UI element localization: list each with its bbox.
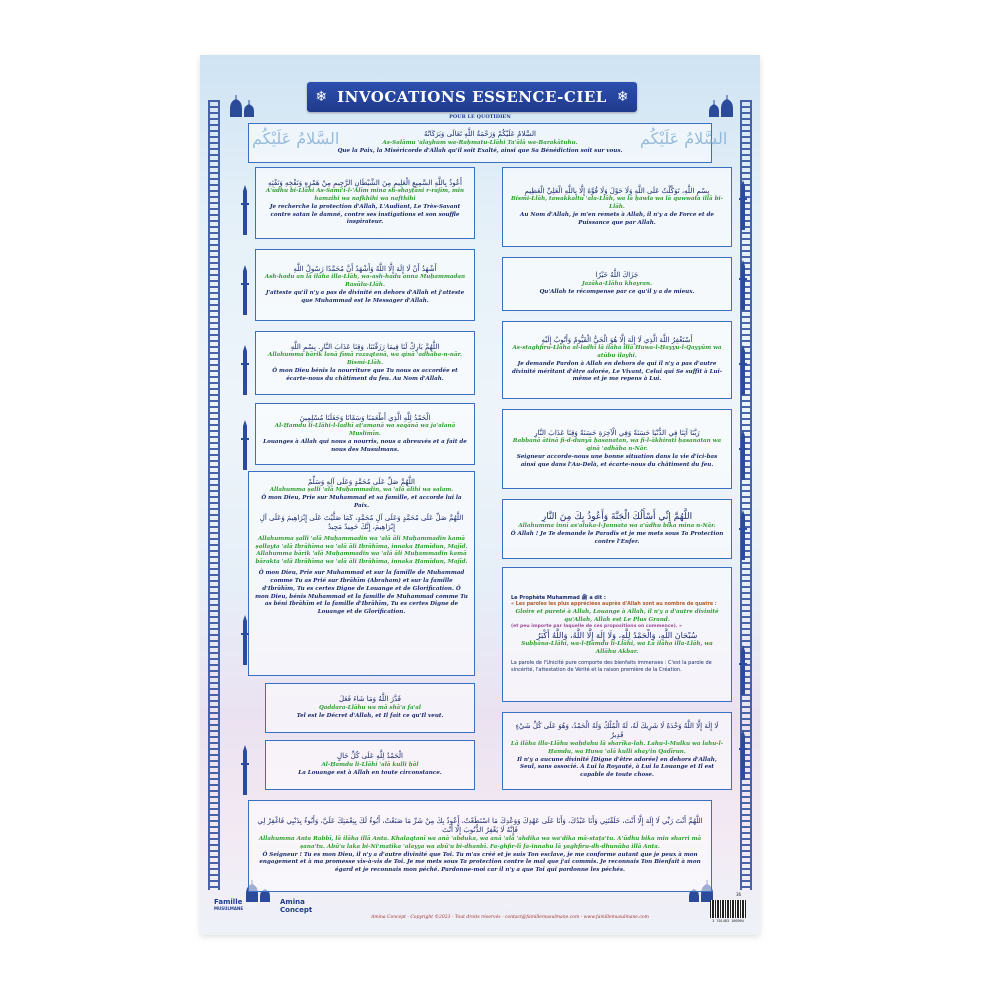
- greeting-french: Que la Paix, la Miséricorde d'Allah qu'il soit Exalté, ainsi que Sa Bénédiction soit sur vous.: [337, 147, 623, 154]
- invocation-translit: Allahumma bārik lanā fīmā razaqtanā, wa qinā 'adhāba-n-nār. Bismi-Llāh.: [268, 352, 462, 366]
- invocation-arabic: قَدَّرَ اللَّهُ وَمَا شَاءَ فَعَلَ: [338, 695, 402, 704]
- invocation-french: J'atteste qu'il n'y a pas de divinité en dehors d'Allah et j'atteste que Muhammad est le Messager d'Allah.: [265, 289, 465, 304]
- invocation-card: [502, 712, 732, 790]
- hadith-footer: La parole de l'Unicité pure comporte des bienfaits immenses : C'est la parole de sincérité, l'attestation de Vérité et la raison première de la Création.: [511, 660, 712, 673]
- invocation-card: [255, 167, 475, 239]
- invocation-translit: Rabbanā ātinā fi-d-dunyā ḥasanatan, wa fi-l-ākhirati ḥasanatan wa qinā 'adhāba n-Nār.: [512, 438, 722, 452]
- invocation-arabic: لَا إِلَهَ إِلَّا اللَّهُ وَحْدَهُ لَا شَرِيكَ لَهُ، لَهُ الْمُلْكُ وَلَهُ الْحَمْدُ، وَهُوَ عَلَى كُلِّ شَيْءٍ قَدِيرٌ: [515, 721, 719, 740]
- salam-calligraphy-left: السَّلامُ عَلَيْكُم: [252, 129, 340, 148]
- invocation-card: [502, 257, 732, 311]
- invocation-arabic: الْحَمْدُ لِلَّهِ الَّذِي أَطْعَمَنَا وَسَقَانَا وَجَعَلَنَا مُسْلِمِينَ: [299, 413, 431, 422]
- invocation-translit: Ash-hadu an lā ilāha illa-Llāh, wa-ash-hadu anna Muḥammadan Rasūlu-Llāh.: [264, 274, 466, 288]
- salam-calligraphy-right: السَّلامُ عَلَيْكُم: [640, 129, 728, 148]
- invocation-card: [265, 683, 475, 733]
- invocation-french: Au Nom d'Allah, je m'en remets à Allah, il n'y a de Force et de Puissance que par Allah.: [520, 211, 714, 226]
- invocation-french: Ô Allah ! Je Te demande le Paradis et je me mets sous Ta Protection contre l'Enfer.: [510, 531, 724, 545]
- logo-left-bottom: MUSULMANE: [214, 906, 244, 911]
- invocation-arabic: أَعُوذُ بِاللَّهِ السَّمِيعِ الْعَلِيمِ مِنَ الشَّيْطَانِ الرَّجِيمِ مِنْ هَمْزِهِ وَنَفْخِهِ وَنَفْثِهِ: [268, 178, 462, 187]
- invocation-card: [502, 321, 732, 399]
- invocation-translit-long: Allahumma ṣalli 'alā Muḥammadin wa 'alā āli Muḥammadin kamā ṣallayta 'alā Ibrāhīma wa 'alā āli Ibrāhīma, innaka Ḥamīdun, Majīd. Allahumma bārik 'alā Muḥammadin wa 'alā āli Muḥammadin kamā bārakta 'alā Ibrāhīma wa 'alā āli Ibrāhīma, innaka Ḥamīdun, Majīd.: [255, 535, 468, 566]
- hadith-quote: « Les paroles les plus appréciées auprès d'Allah sont au nombre de quatre :: [511, 602, 717, 608]
- minaret-icon: [738, 730, 748, 780]
- invocation-arabic: أَشْهَدُ أَنْ لَا إِلَهَ إِلَّا اللَّهُ وَأَشْهَدُ أَنَّ مُحَمَّدًا رَسُولُ اللَّهِ: [293, 264, 437, 273]
- invocation-french: La Louange est à Allah en toute circonstance.: [298, 769, 442, 776]
- invocation-arabic-long: اللَّهُمَّ صَلِّ عَلَى مُحَمَّدٍ وَعَلَى آلِ مُحَمَّدٍ، كَمَا صَلَّيْتَ عَلَى إِبْرَاهِيمَ وَعَلَى آلِ إِبْرَاهِيمَ، إِنَّكَ حَمِيدٌ مَجِيدٌ: [259, 513, 464, 532]
- invocation-arabic: اللَّهُمَّ صَلِّ عَلَى مُحَمَّدٍ وَعَلَى آلِهِ وَسَلِّمْ: [308, 478, 415, 486]
- invocation-translit: Bismi-Llāh, tawakkaltu 'ala-Llāh, wa lā ḥawla wa lā quwwata illā bi-Llāh.: [511, 196, 723, 210]
- page-title: INVOCATIONS ESSENCE-CIEL: [337, 88, 607, 106]
- title-banner: [307, 82, 637, 112]
- page-number: 36: [736, 892, 742, 897]
- minaret-icon: [738, 260, 748, 310]
- invocation-french: Seigneur accorde-nous une bonne situation dans la vie d'ici-bas ainsi que dans l'Au-Delà, et écarte-nous du châtiment du feu.: [516, 453, 718, 468]
- minaret-icon: [738, 645, 748, 695]
- invocation-arabic: بِسْمِ اللَّهِ، تَوَكَّلْتُ عَلَى اللَّهِ وَلَا حَوْلَ وَلَا قُوَّةَ إِلَّا بِاللَّهِ الْعَلِيِّ الْعَظِيمِ: [524, 186, 710, 195]
- greeting-arabic: السَّلامُ عَلَيْكُمْ وَرَحْمَةُ اللَّهِ تَعَالَى وَبَرَكَاتُهُ: [424, 130, 536, 139]
- invocation-arabic: جَزَاكَ اللَّهُ خَيْرًا: [595, 271, 639, 280]
- snowflake-icon: ❄: [616, 89, 629, 105]
- invocation-arabic: رَبَّنَا آتِنَا فِي الدُّنْيَا حَسَنَةً وَفِي الْآخِرَةِ حَسَنَةً وَقِنَا عَذَابَ النَّارِ: [534, 428, 700, 437]
- minaret-icon: [240, 615, 250, 665]
- footer-copyright: Amina Concept - Copyright ©2023 - Tout droits réservés - contact@famillemusulmane.com - www.famillemusulmane.com: [371, 915, 649, 920]
- minaret-icon: [240, 265, 250, 315]
- invocation-arabic: اللَّهُمَّ بَارِكْ لَنَا فِيمَا رَزَقْتَنَا، وَقِنَا عَذَابَ النَّارِ. بِسْمِ اللَّهِ: [290, 342, 440, 351]
- invocation-card: [255, 331, 475, 395]
- invocation-translit: Jazāka-Llāhu khayran.: [581, 280, 653, 287]
- invocation-french: Ô mon Dieu, Prie sur Muhammad et sa famille, et accorde lui la Paix.: [261, 495, 462, 510]
- invocation-french: Louanges à Allah qui nous a nourris, nous a abreuvés et a fait de nous des Musulmans.: [263, 438, 467, 453]
- invocation-translit: Al-Ḥamdu li-Llāhi 'alā kulli ḥāl: [321, 761, 419, 768]
- greeting-translit: As-Salāmu 'alayhum wa-Raḥmatu-Llāhi Ta'ālā wa-Barakātuhu.: [382, 139, 578, 146]
- invocation-translit: Qaddara-Llāhu wa mā shā'a fa'al: [318, 704, 422, 711]
- minaret-icon: [240, 185, 250, 235]
- invocation-translit: Allahumma innī as'aluka-l-Jannata wa a'ūdhu bika mina n-Nār.: [518, 523, 716, 530]
- invocation-arabic: اللَّهُمَّ إِنِّي أَسْأَلُكَ الْجَنَّةَ وَأَعُوذُ بِكَ مِنَ النَّارِ: [541, 512, 693, 523]
- logo-left-top: Famille: [214, 898, 243, 906]
- logo-right-bottom: Concept: [280, 906, 313, 914]
- invocation-card: [502, 409, 732, 489]
- invocation-card: [255, 403, 475, 465]
- invocation-arabic: الْحَمْدُ لِلَّهِ عَلَى كُلِّ حَالٍ: [337, 752, 403, 761]
- logo-right-top: Amina: [280, 898, 305, 906]
- invocation-card: [502, 499, 732, 559]
- snowflake-icon: ❄: [315, 89, 328, 105]
- invocation-card: [255, 249, 475, 321]
- invocation-translit: Al-Ḥamdu li-Llāhi-l-ladhī aṭ'amanā wa saqānā wa ja'alanā Muslimīn.: [274, 423, 456, 437]
- page-subtitle: POUR LE QUOTIDIEN: [449, 114, 511, 120]
- hadith-translit: Gloire et pureté à Allah, Louange à Allah, il n'y a d'autre divinité qu'Allah, Allah est Le Plus Grand.: [515, 608, 719, 623]
- invocation-translit: As-staghfiru-Llāha al-ladhī lā ilāha illā Huwa-l-Ḥayyu-l-Qayyūm wa atūbu ilayhi.: [512, 345, 722, 359]
- minaret-icon: [738, 345, 748, 395]
- minaret-icon: [738, 430, 748, 480]
- invocation-card: [265, 740, 475, 790]
- minaret-icon: [738, 510, 748, 560]
- invocation-french: Je recherche la protection d'Allah, L'Audiant, Le Très-Savant contre satan le damné, contre ses instigations et son souffle inspirateur.: [269, 203, 461, 226]
- bottom-translit: Allahumma Anta Rabbī, lā ilāha illā Anta. Khalaqtanī wa anā 'abduka, wa anā 'alā 'ahdika wa wa'dika mā-staṭa'tu. A'ūdhu bika min sharri mā ṣana'tu. Abū'u laka bi-Ni'matika 'alayya wa abū'u bi-dhanbī. Fa-ghfir-lī fa-innahu lā yaghfiru-dh-dhunūba illā Anta.: [258, 835, 702, 850]
- hadith-card: [502, 567, 732, 702]
- minaret-icon: [240, 745, 250, 795]
- invocation-french: Qu'Allah te récompense par ce qu'il y a de mieux.: [539, 288, 695, 295]
- barcode-icon: [710, 900, 746, 918]
- invocation-translit: A'ūdhu bi-Llāhi As-Samī'i-l-'Alīm mina sh-shayṭāni r-rajīm, min hamzihi wa nafkhihi wa nafthihi: [265, 188, 465, 202]
- sayyid-al-istighfar-card: [248, 800, 712, 892]
- famille-musulmane-logo: [214, 898, 243, 911]
- invocation-french: Je demande Pardon à Allah en dehors de qui il n'y a pas d'autre divinité méritant d'être adorée, Le Vivant, Celui qui Se suffit à Lui-même et je me repens à Lui.: [511, 360, 723, 383]
- hadith-arabic: سُبْحَانَ اللَّهِ، وَالْحَمْدُ لِلَّهِ، وَلَا إِلَهَ إِلَّا اللَّهُ، وَاللَّهُ أَكْبَرُ: [536, 630, 698, 640]
- hadith-note: (et peu importe par laquelle de ces propositions on commence). »: [511, 624, 683, 630]
- invocation-french-long: Ô mon Dieu, Prie sur Muhammad et sur la famille de Muhammad comme Tu as Prié sur Ibrāhīm (Abraham) et sur la famille d'Ibrāhīm, Tu es certes Digne de Louange et de Glorification. Ô mon Dieu, bénis Muhammad et la famille de Muhammad comme Tu as béni Ibrāhīm et la famille d'Ibrāhīm, Tu es certes Digne de Louange et de Glorification.: [255, 570, 468, 616]
- barcode-number: 3 701483 100904: [712, 919, 744, 923]
- poster: [200, 55, 760, 935]
- bottom-arabic: اللَّهُمَّ أَنْتَ رَبِّي لَا إِلَهَ إِلَّا أَنْتَ، خَلَقْتَنِي وَأَنَا عَبْدُكَ، وَأَنَا عَلَى عَهْدِكَ وَوَعْدِكَ مَا اسْتَطَعْتُ، أَعُوذُ بِكَ مِنْ شَرِّ مَا صَنَعْتُ، أَبُوءُ لَكَ بِنِعْمَتِكَ عَلَيَّ، وَأَبُوءُ بِذَنْبِي فَاغْفِرْ لِي فَإِنَّهُ لَا يَغْفِرُ الذُّنُوبَ إِلَّا أَنْتَ: [257, 816, 703, 835]
- invocation-french: Tel est le Décret d'Allah, et Il fait ce qu'Il veut.: [296, 712, 444, 719]
- hadith-translit-2: Subḥāna-Llāhi, wa-l-Ḥamdu li-Llāhi, wa Lā ilāha illa-Llāh, wa Allāhu Akbar.: [521, 641, 713, 656]
- invocation-translit: Allahumma ṣalli 'alā Muḥammadin, wa 'alā ālihi wa salam.: [269, 487, 454, 494]
- invocation-french: Ô mon Dieu bénis la nourriture que Tu nous as accordée et écarte-nous du châtiment du feu. Au Nom d'Allah.: [272, 367, 458, 382]
- minaret-icon: [240, 345, 250, 395]
- hadith-intro: Le Prophète Muhammad ﷺ a dit :: [511, 595, 606, 602]
- bottom-french: Ô Seigneur ! Tu es mon Dieu, il n'y a d'autre divinité que Toi. Tu m'as créé et je suis Ton esclave, je me conforme autant que je peux à mon engagement et à ma promesse vis-à-vis de Toi. Je me mets sous Ta protection contre le mal que j'ai commis. Je reconnais Ton Bienfait à mon égard et je reconnais mon péché. Pardonne-moi car il n'y a que Toi qui pardonne les péchés.: [259, 851, 701, 874]
- invocation-translit: Lā ilāha illa-Llāhu waḥdahu lā sharīka-lah. Lahu-l-Mulku wa lahu-l-Ḥamdu, wa Huwa 'alā kulli shay'in Qadīrun.: [510, 740, 724, 755]
- minaret-icon: [240, 420, 250, 470]
- invocation-arabic: أَسْتَغْفِرُ اللَّهَ الَّذِي لَا إِلَهَ إِلَّا هُوَ الْحَيُّ الْقَيُّومُ وَأَتُوبُ إِلَيْهِ: [541, 335, 693, 344]
- greek-border-left: [208, 100, 220, 890]
- salat-ibrahimiya-card: [248, 471, 475, 676]
- amina-concept-logo: [280, 898, 312, 914]
- minaret-icon: [738, 180, 748, 230]
- invocation-card: [502, 167, 732, 247]
- invocation-french: Il n'y a aucune divinité [Digne d'être adorée] en dehors d'Allah, Seul, sans associé. À Lui la Royauté, à Lui la Louange et Il est capable de toute chose.: [517, 756, 717, 779]
